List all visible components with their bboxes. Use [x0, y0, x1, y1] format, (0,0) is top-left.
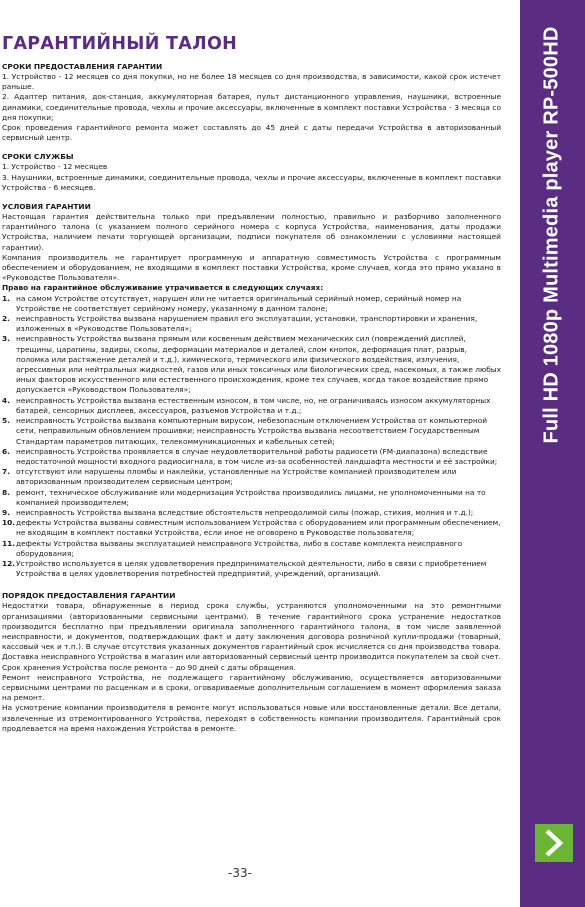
item-text: неисправность Устройства вызвана компьютерным вирусом, небезопасным отключением Устройства от компьютерной сети, неправильным обновлением прошивки; неисправность Устройства вызвана несоответствием Государственным Стандартам параметров питающих, телекоммуникационных и кабельных сетей; [16, 416, 488, 446]
paragraph: Компания производитель не гарантирует программную и аппаратную совместимость Устройства с программным обеспечением и оборудованием, не входящими в комплект поставки Устройства, кроме случаев, когда это прямо указано в «Руководстве Пользователя». [2, 252, 501, 283]
list-item [2, 539, 501, 559]
list-item [2, 467, 501, 487]
list-item [2, 488, 501, 508]
item-number: 5. [2, 416, 10, 426]
item-text: неисправность Устройства вызвана прямым или косвенным действием механических сил (повреждений дисплей, трещины, царапины, задиры, сколы, деформации материалов и деталей, слом кнопок, деформация плат, разрыв, поломка или растяжение деталей и т.д.), химического, термического или физического воздействия, излучения, агрессивных или нейтральных жидкостей, газов или иных токсичных или биологических сред, насекомых, а также любых иных факторов искусственного или естественного происхождения, кроме тех случаев, когда такое воздействие прямо допускается «Руководством Пользователя»; [16, 334, 501, 395]
list-item [2, 559, 501, 579]
list-item [2, 518, 501, 538]
paragraph: Недостатки товара, обнаруженные в период срока службы, устраняются уполномоченными на это ремонтными организациями (авторизованными сервисными центрами). В течение гарантийного срока устранение недостатков производится бесплатно при предъявлении оригинала заполненного гарантийного талона, в том числе заявленной неисправности, и документов, подтверждающих факт и дату заключения договора розничной купли-продажи (товарный, кассовый чек и т.п.). В случае отсутствия указанных документов гарантийный срок исчисляется со дня производства товара. Доставка неисправного Устройства в магазин или авторизованный сервисный центр производится покупателем за свой счет. Срок хранения Устройства после ремонта – до 90 дней с даты обращения. [2, 601, 501, 672]
list-item [2, 334, 501, 395]
list-item [2, 396, 501, 416]
list-item [2, 447, 501, 467]
item-number: 6. [2, 446, 10, 456]
item-number: 4. [2, 395, 10, 405]
item-number: 8. [2, 487, 10, 497]
item-text: Устройство используется в целях удовлетворения предпринимательской деятельности, либо в связи с приобретением Устройства в целях удовлетворения потребностей предприятий, учреждений, организаций. [16, 558, 487, 579]
paragraph: Настоящая гарантия действительна только при предъявлении полностью, правильно и разборчиво заполненного гарантийного талона (с указанием полного серийного номера с корпуса Устройства, наименования, даты продажи Устройства, наличием печати торгующей организации, подписи покупателя об ознакомлении с условиями настоящей гарантии). [2, 212, 501, 252]
paragraph: 2. Адаптер питания, док-станция, аккумуляторная батарея, пульт дистанционного управления, наушники, встроенные динамики, соединительные провода, чехлы и прочие аксессуары, включенные в комплект поставки Устройства - 3 месяца со дня покупки; [2, 92, 501, 122]
page-number: -33- [228, 866, 252, 880]
warranty-terms-section [2, 62, 501, 143]
item-text: дефекты Устройства вызваны совместным использованием Устройства с оборудованием или программным обеспечением, не входящим в комплект поставки Устройства, если иное не оговорено в Руководстве пользователя; [16, 518, 501, 538]
cases-list [2, 294, 501, 580]
paragraph: 1. Устройство - 12 месяцев [2, 162, 108, 172]
item-number: 2. [2, 314, 10, 324]
item-number: 11. [2, 538, 16, 548]
list-item [2, 314, 501, 334]
item-text: отсутствуют или нарушены пломбы и наклейки, установленные на Устройстве компанией производителем или авторизованным производителем сервисным центром; [16, 467, 457, 487]
item-number: 7. [2, 467, 10, 477]
conditions-section [2, 202, 501, 579]
item-number: 12. [2, 558, 16, 568]
service-terms-section [2, 152, 501, 193]
item-text: дефекты Устройства вызваны эксплуатацией неисправного Устройства, либо в составе комплекта неисправного оборудования; [16, 538, 463, 558]
procedure-section [2, 591, 501, 734]
section-heading: ПОРЯДОК ПРЕДОСТАВЛЕНИЯ ГАРАНТИИ [2, 591, 176, 601]
section-heading: УСЛОВИЯ ГАРАНТИИ [2, 202, 91, 212]
section-heading: СРОКИ СЛУЖБЫ [2, 152, 74, 162]
page-title: ГАРАНТИЙНЫЙ ТАЛОН [2, 34, 238, 54]
page-content [2, 34, 501, 734]
paragraph: Срок проведения гарантийного ремонта может составлять до 45 дней с даты передачи Устройства в авторизованный сервисный центр. [2, 123, 501, 143]
item-text: неисправность Устройства проявляется в случае неудовлетворительной работы радиосети (FM-диапазона) вследствие недостаточной мощности входного радиосигнала, в том числе из-за особенностей ландшафта местности и её застройки; [16, 446, 498, 466]
paragraph: Ремонт неисправного Устройства, не подлежащего гарантийному обслуживанию, осуществляется авторизованными сервисными центрами по расценкам и в сроки, оговариваемые дополнительным соглашением в момент оформления заказа на ремонт. [2, 672, 501, 703]
item-text: ремонт, техническое обслуживание или модернизация Устройства производились лицами, не уполномоченными на то компанией производителем; [16, 487, 486, 507]
next-page-button[interactable] [535, 824, 573, 862]
item-number: 3. [2, 334, 10, 344]
item-text: неисправность Устройства вызвана нарушением правил его эксплуатации, установки, транспортировки и хранения, изложенных в «Руководстве Пользователя»; [16, 314, 478, 334]
item-number: 10. [2, 518, 16, 528]
list-item [2, 508, 501, 518]
item-number: 1. [2, 293, 10, 303]
lost-rights-heading: Право на гарантийное обслуживание утрачивается в следующих случаях: [2, 283, 324, 293]
list-item [2, 294, 501, 314]
paragraph: 1. Устройство - 12 месяцев со дня покупки, но не более 18 месяцев со дня производства, в зависимости, какой срок истечет раньше. [2, 72, 501, 92]
item-text: неисправность Устройства вызвана вследствие обстоятельств непреодолимой силы (пожар, стихия, молния и т.д.); [16, 507, 474, 517]
chevron-right-icon [543, 828, 565, 858]
paragraph: На усмотрение компании производителя в ремонте могут использоваться новые или восстановленные детали. Все детали, извлеченные из отремонтированного Устройства, переходят в собственность компании производителя. Гарантийный срок продлевается на время нахождения Устройства в ремонте. [2, 703, 501, 733]
item-text: на самом Устройстве отсутствует, нарушен или не читается оригинальный серийный номер, серийный номер на Устройстве не соответствует серийному номеру, указанному в данном талоне; [16, 293, 462, 313]
section-heading: СРОКИ ПРЕДОСТАВЛЕНИЯ ГАРАНТИИ [2, 62, 163, 71]
item-text: неисправность Устройства вызвана естественным износом, в том числе, но, не ограничиваясь износом аккумуляторных батарей, сенсорных дисплеев, аксессуаров, разъемов Устройства и т.д.; [16, 395, 491, 415]
list-item [2, 416, 501, 447]
sidebar-title: Full HD 1080p Multimedia player RP-500HD [540, 26, 563, 444]
paragraph: 3. Наушники, встроенные динамики, соединительные провода, чехлы и прочие аксессуары, включенные в комплект поставки Устройства - 6 месяцев. [2, 172, 501, 192]
item-number: 9. [2, 507, 10, 517]
